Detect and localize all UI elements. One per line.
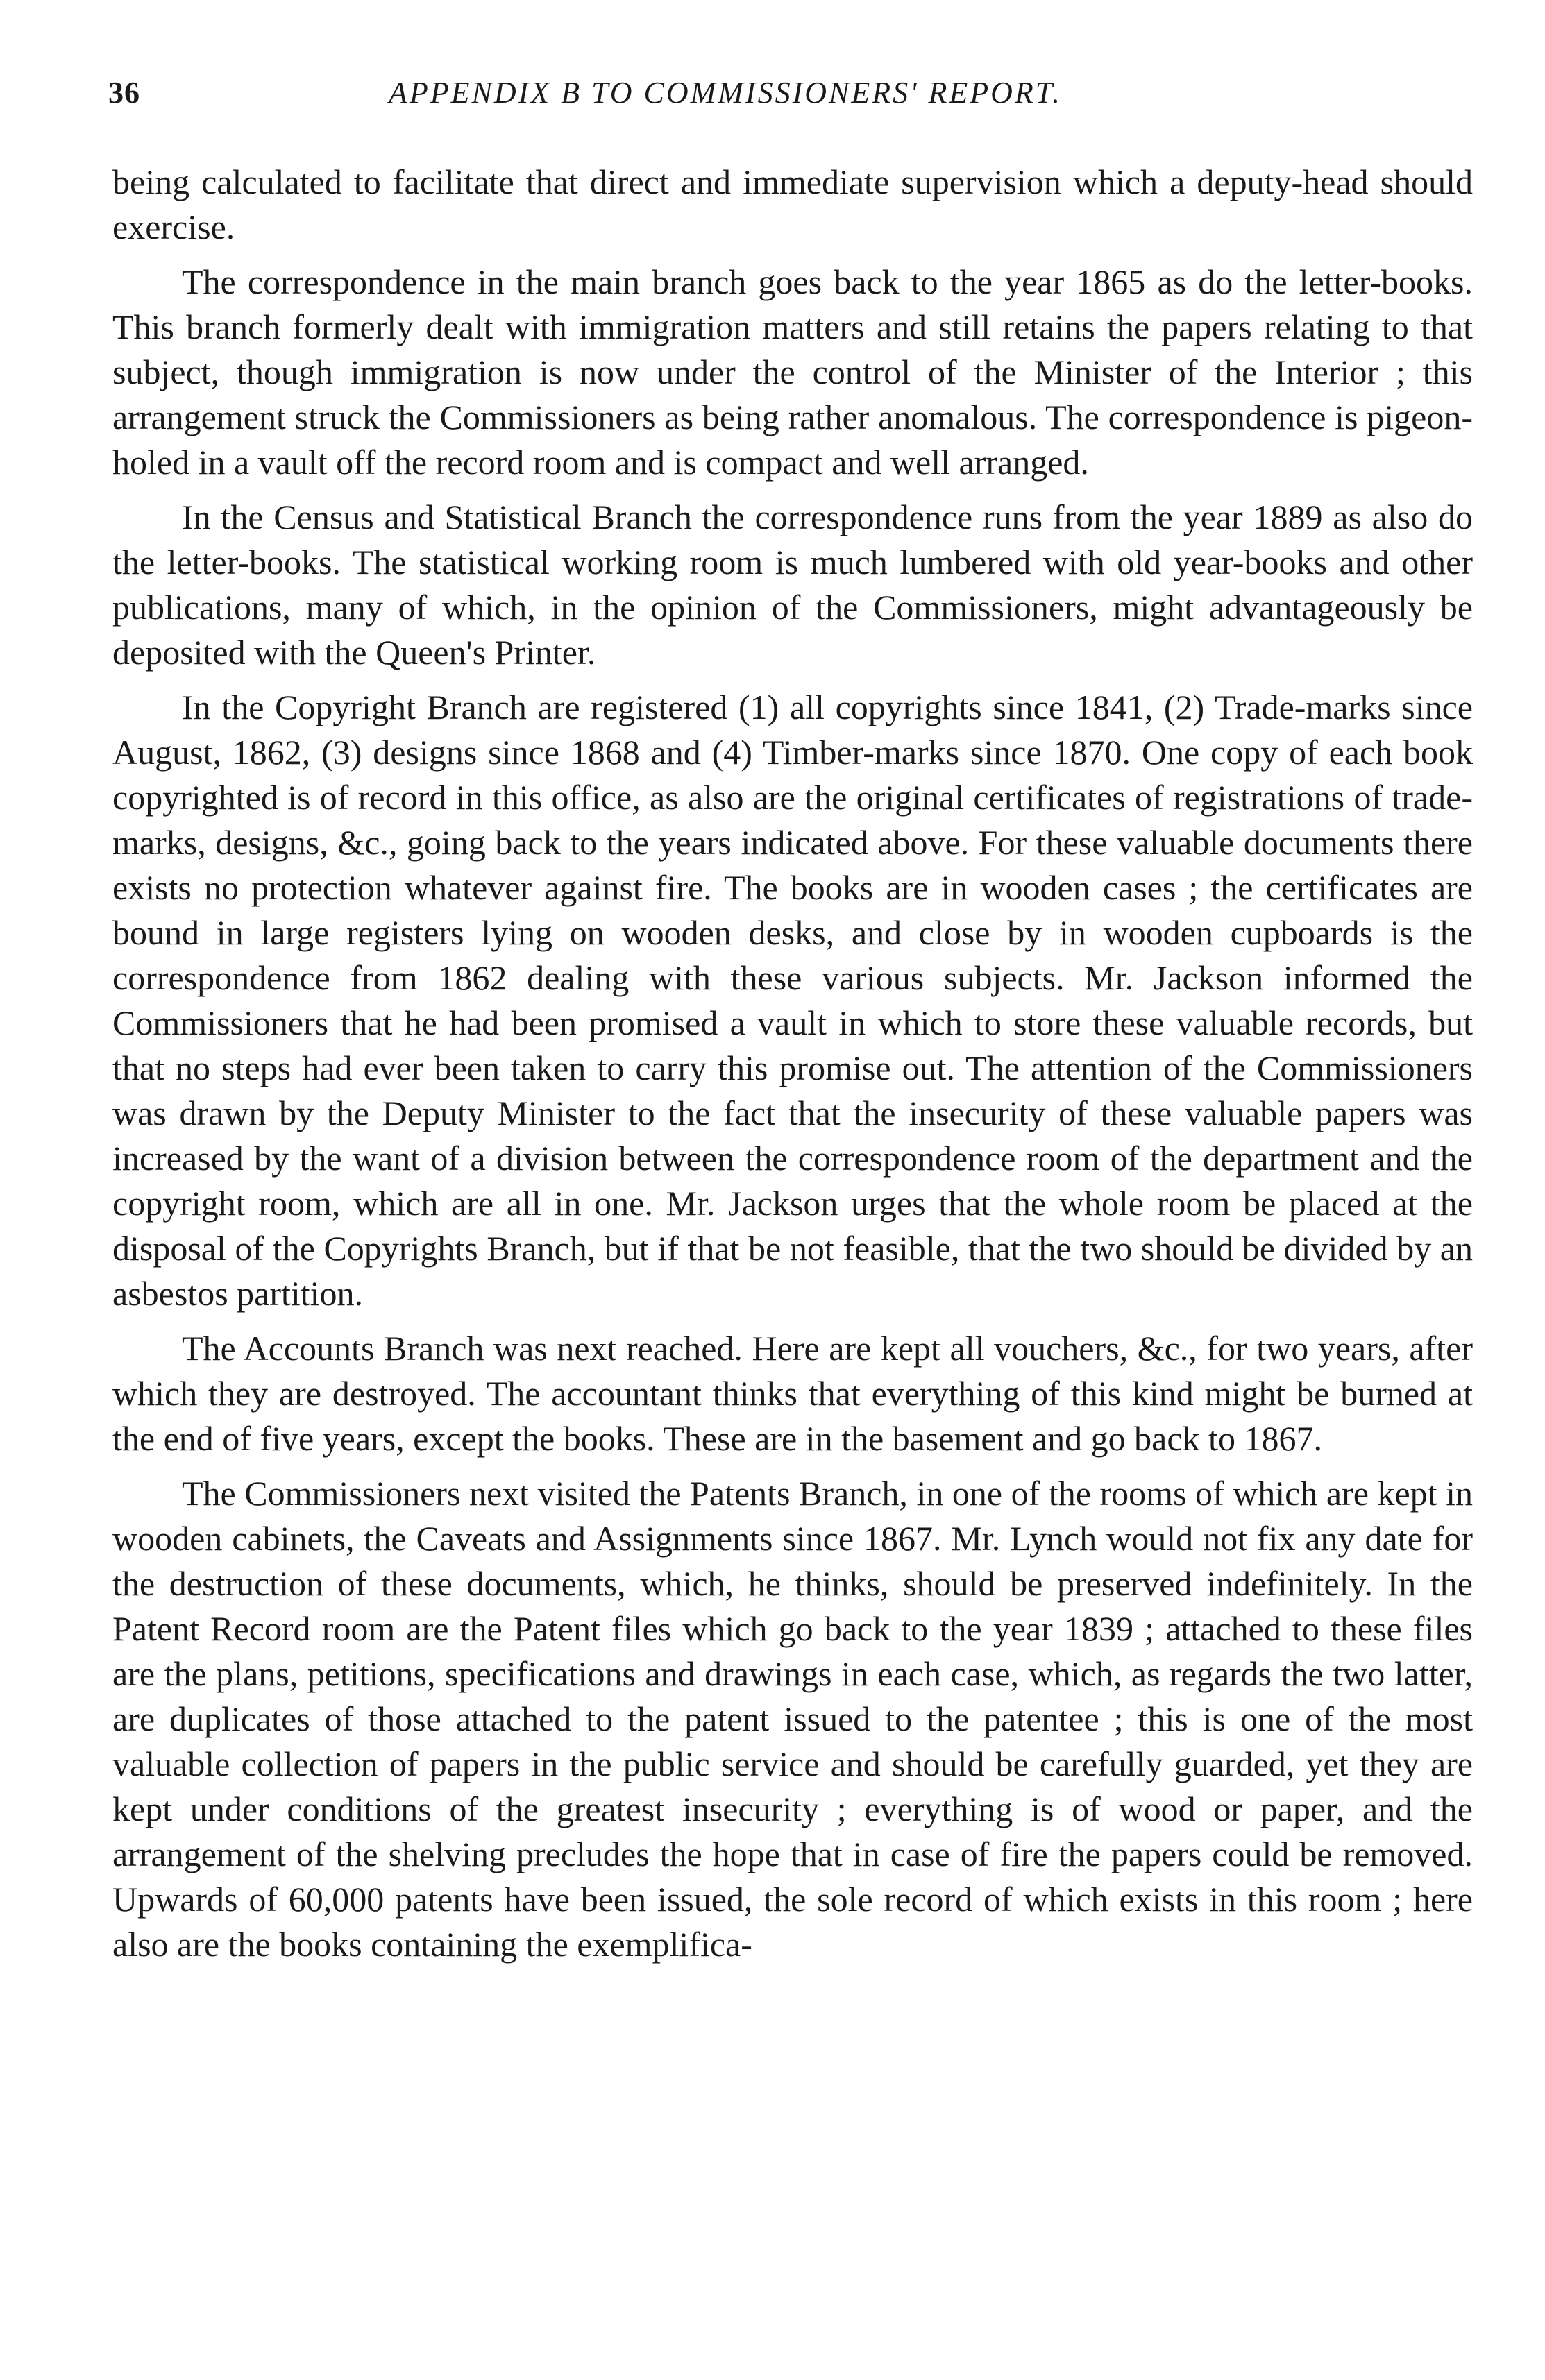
page-number: 36 — [108, 76, 140, 110]
page-header — [108, 75, 1473, 117]
paragraph-patents-branch: The Commissioners next visited the Patents Branch, in one of the rooms of which are kept in wooden cabinets, the Caveats and Assignments since 1867. Mr. Lynch would not fix any date for the destruction of these documents, which, he thinks, should be preserved indefinitely. In the Patent Record room are the Patent files which go back to the year 1839 ; attached to these files are the plans, petitions, specifications and drawings in each case, which, as regards the two latter, are duplicates of those attached to the patent issued to the patentee ; this is one of the most valuable collection of papers in the public service and should be carefully guarded, yet they are kept under conditions of the greatest insecurity ; everything is of wood or paper, and the arrangement of the shelving precludes the hope that in case of fire the papers could be removed. Upwards of 60,000 patents have been issued, the sole record of which exists in this room ; here also are the books containing the exemplifica- — [112, 1474, 1473, 1964]
paragraph-copyright-branch: In the Copyright Branch are registered (1) all copyrights since 1841, (2) Trade-marks since August, 1862, (3) designs since 1868 and (4) Timber-marks since 1870. One copy of each book copyrighted is of record in this office, as also are the original certificates of registrations of trade-marks, designs, &c., going back to the years indicated above. For these valuable documents there exists no protection whatever against fire. The books are in wooden cases ; the certificates are bound in large registers lying on wooden desks, and close by in wooden cupboards is the correspondence from 1862 dealing with these various subjects. Mr. Jackson informed the Commissioners that he had been promised a vault in which to store these valuable records, but that no steps had ever been taken to carry this promise out. The attention of the Commissioners was drawn by the Deputy Minister to the fact that the insecurity of these valuable papers was increased by the want of a division between the correspondence room of the department and the copyright room, which are all in one. Mr. Jackson urges that the whole room be placed at the disposal of the Copyrights Branch, but if that be not feasible, that the two should be divided by an asbestos partition. — [112, 688, 1473, 1313]
document-page — [108, 0, 1473, 2380]
paragraph-census-branch: In the Census and Statistical Branch the correspondence runs from the year 1889 as also do the letter-books. The statistical working room is much lumbered with old year-books and other publications, many of which, in the opinion of the Commissioners, might advantageously be deposited with the Queen's Printer. — [112, 498, 1473, 672]
paragraph-main-branch: The correspondence in the main branch goes back to the year 1865 as do the letter-books. This branch formerly dealt with immigration matters and still retains the papers relating to that subject, though immigration is now under the control of the Minister of the Interior ; this arrangement struck the Commissioners as being rather anomalous. The correspondence is pigeon-holed in a vault off the record room and is compact and well arranged. — [112, 262, 1473, 482]
paragraph-accounts-branch: The Accounts Branch was next reached. Here are kept all vouchers, &c., for two years, after which they are destroyed. The accountant thinks that everything of this kind might be burned at the end of five years, except the books. These are in the basement and go back to 1867. — [112, 1329, 1473, 1458]
paragraph-continuation: being calculated to facilitate that direct and immediate supervision which a deputy-head should exercise. — [112, 162, 1473, 246]
body-text — [112, 160, 1473, 1967]
running-title: APPENDIX B TO COMMISSIONERS' REPORT. — [389, 76, 1062, 110]
